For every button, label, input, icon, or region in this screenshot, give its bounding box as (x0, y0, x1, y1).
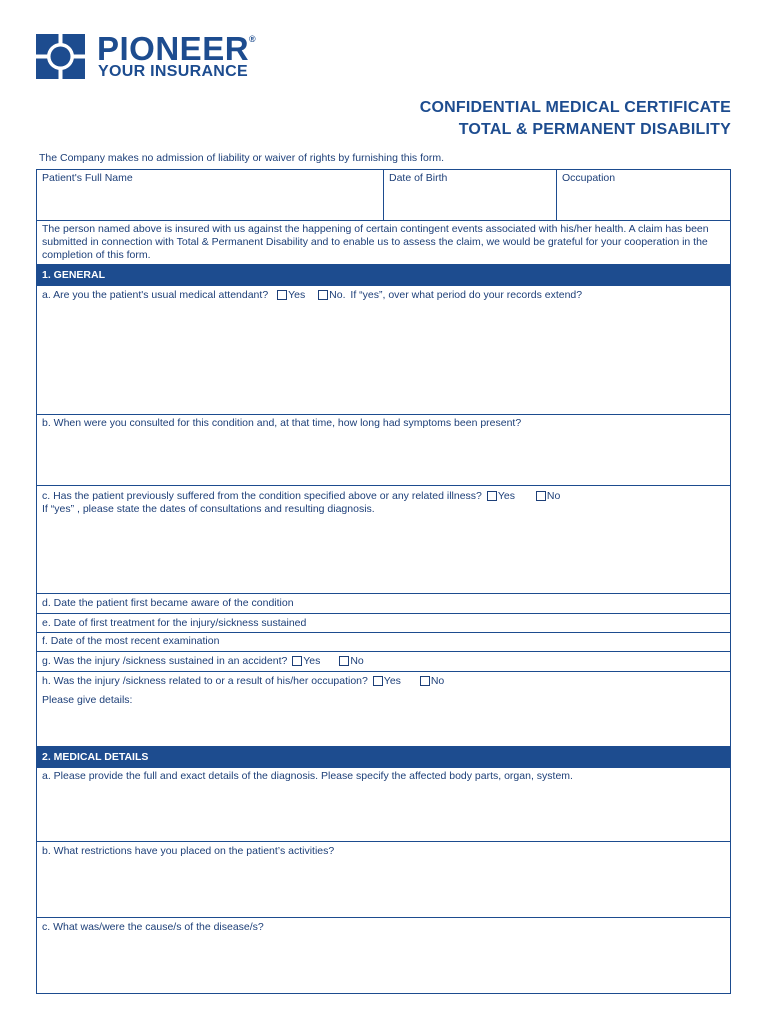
document-title-line1: CONFIDENTIAL MEDICAL CERTIFICATE (419, 99, 731, 116)
question-label: a. Please provide the full and exact details of the diagnosis. Please specify the affected body parts, organ, system. (42, 770, 573, 782)
question-general-d[interactable]: d. Date the patient first became aware of the condition (37, 594, 730, 614)
checkbox-no[interactable] (318, 290, 328, 300)
question-label: a. Are you the patient's usual medical attendant? (42, 289, 269, 301)
question-general-b[interactable] (37, 415, 730, 486)
intro-row (37, 221, 730, 265)
checkbox-no[interactable] (420, 676, 430, 686)
pioneer-logo-icon (36, 34, 85, 79)
section-general-heading: 1. GENERAL (37, 265, 730, 286)
intro-text: The person named above is insured with us against the happening of certain contingent events associated with his/her health. A claim has been submitted in connection with Total & Permanent Disability and to enable us to assess the claim, we would be grateful for your cooperation in the completion of this form. (42, 223, 709, 261)
question-label: c. Has the patient previously suffered from the condition specified above or any related illness? (42, 490, 482, 502)
checkbox-no[interactable] (536, 491, 546, 501)
question-label: b. What restrictions have you placed on the patient’s activities? (42, 845, 335, 857)
patient-info-row (37, 170, 730, 221)
question-label: g. Was the injury /sickness sustained in an accident? (42, 655, 288, 667)
question-label: h. Was the injury /sickness related to or a result of his/her occupation? (42, 675, 368, 687)
question-general-h[interactable]: h. Was the injury /sickness related to or a result of his/her occupation? Yes No Please give details: (37, 672, 730, 747)
disclaimer-text: The Company makes no admission of liability or waiver of rights by furnishing this form. (39, 152, 444, 164)
checkbox-yes[interactable] (373, 676, 383, 686)
question-general-f[interactable]: f. Date of the most recent examination (37, 633, 730, 652)
document-title-line2: TOTAL & PERMANENT DISABILITY (458, 121, 731, 138)
medical-certificate-form (36, 169, 731, 994)
question-label: b. When were you consulted for this condition and, at that time, how long had symptoms been present? (42, 417, 522, 429)
question-followup: If “yes”, over what period do your records extend? (350, 289, 583, 301)
brand-tagline: YOUR INSURANCE (98, 63, 248, 80)
question-medical-c[interactable] (37, 918, 730, 994)
patient-name-field[interactable]: Patient's Full Name (37, 170, 384, 220)
question-medical-a[interactable] (37, 768, 730, 842)
question-medical-b[interactable] (37, 842, 730, 918)
brand-name: PIONEER® (97, 30, 257, 67)
document-title (420, 97, 731, 141)
occupation-field[interactable]: Occupation (562, 172, 616, 184)
date-of-birth-field[interactable]: Date of Birth (384, 170, 557, 220)
checkbox-yes[interactable] (277, 290, 287, 300)
details-label: Please give details: (42, 694, 133, 706)
question-followup: If “yes” , please state the dates of consultations and resulting diagnosis. (42, 503, 375, 515)
question-general-c[interactable]: c. Has the patient previously suffered from the condition specified above or any related illness? Yes No If “yes” , please state the dates of consultations and resulting diagnosis. (37, 486, 730, 594)
question-general-a[interactable]: a. Are you the patient's usual medical attendant? Yes No. If “yes”, over what period do your records extend? (37, 286, 730, 415)
checkbox-yes[interactable] (487, 491, 497, 501)
checkbox-yes[interactable] (292, 656, 302, 666)
question-general-e[interactable]: e. Date of first treatment for the injury/sickness sustained (37, 614, 730, 633)
section-medical-details-heading: 2. MEDICAL DETAILS (37, 747, 730, 768)
checkbox-no[interactable] (339, 656, 349, 666)
question-general-g[interactable]: g. Was the injury /sickness sustained in an accident? Yes No (37, 652, 730, 672)
question-label: c. What was/were the cause/s of the disease/s? (42, 921, 264, 933)
